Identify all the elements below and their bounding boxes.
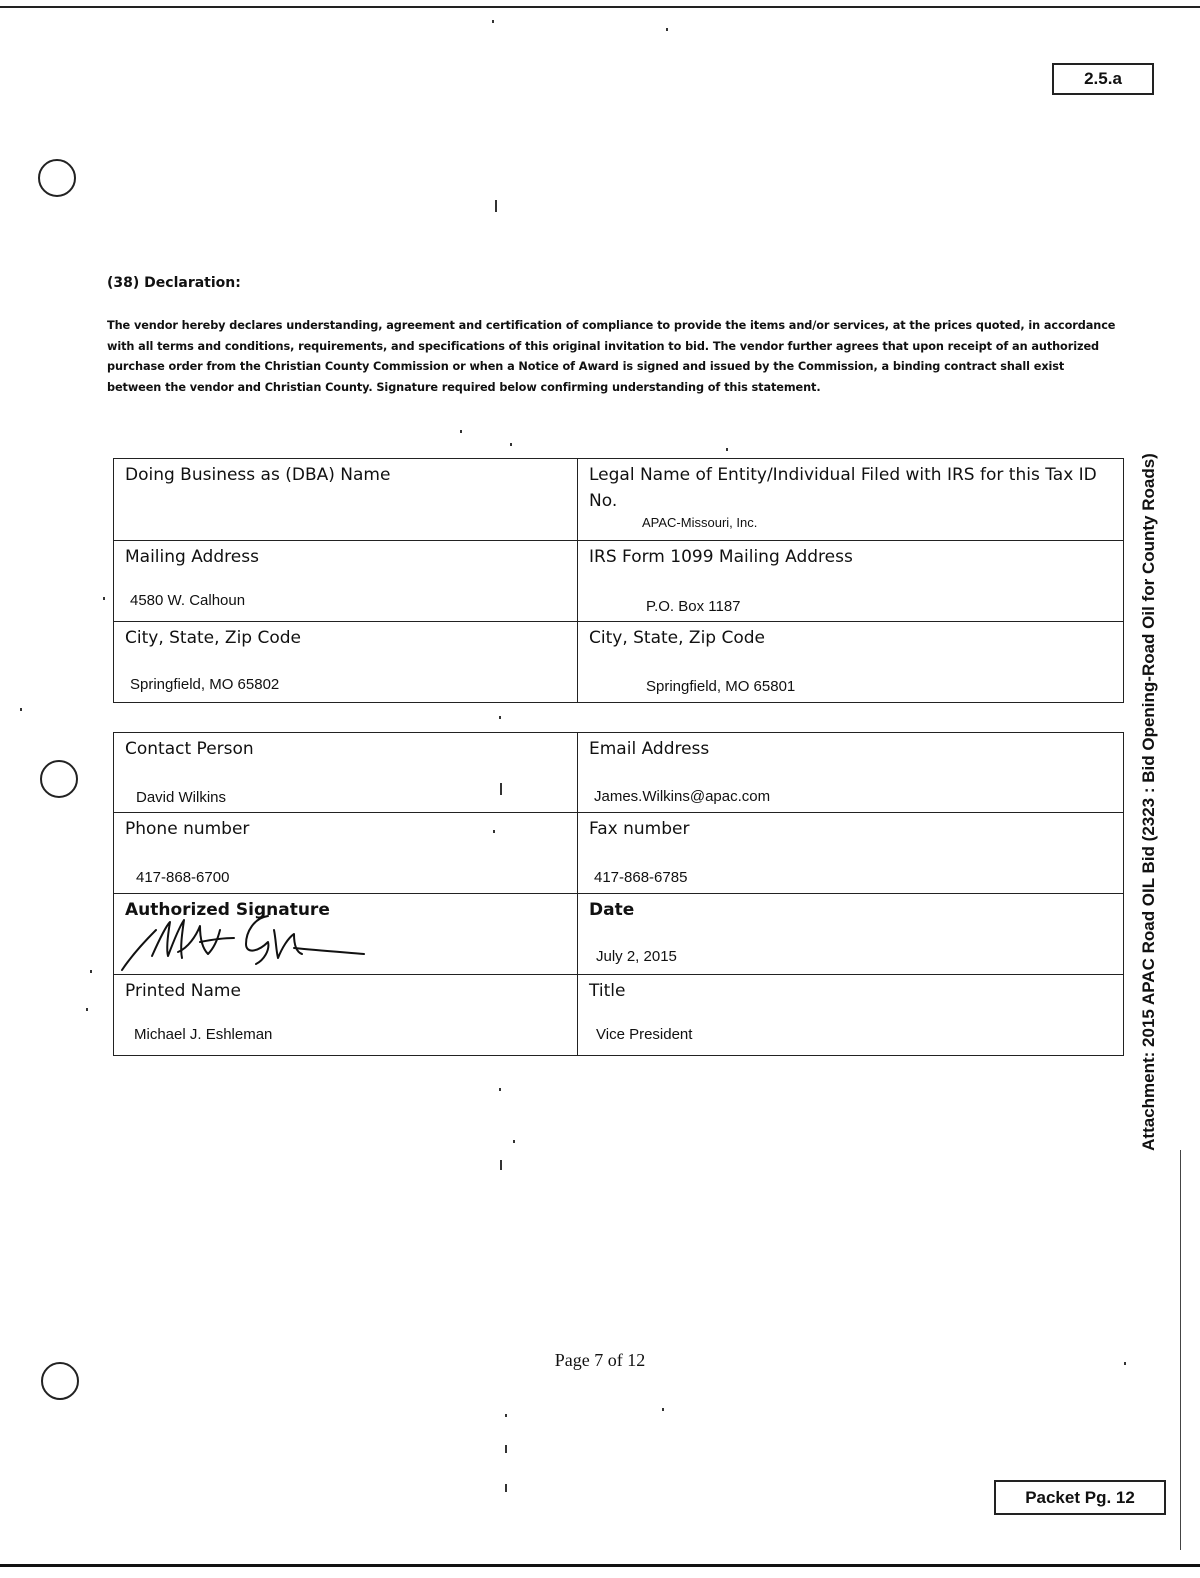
mailing-address-value: 4580 W. Calhoun xyxy=(130,592,246,609)
phone-value: 417-868-6700 xyxy=(136,869,230,886)
phone-label: Phone number xyxy=(125,819,250,839)
scan-speck xyxy=(460,430,462,433)
fax-value: 417-868-6785 xyxy=(594,869,688,886)
signature-cell xyxy=(114,894,578,975)
punch-hole-icon xyxy=(38,159,76,197)
contact-person-cell xyxy=(114,733,578,813)
phone-cell xyxy=(114,813,578,894)
reference-tag: 2.5.a xyxy=(1052,63,1154,95)
scan-speck xyxy=(499,716,501,719)
printed-name-value: Michael J. Eshleman xyxy=(134,1026,273,1043)
page-number: Page 7 of 12 xyxy=(554,1350,646,1370)
city-label-left: City, State, Zip Code xyxy=(125,628,302,648)
scan-speck xyxy=(20,708,22,711)
scan-speck xyxy=(505,1414,507,1417)
scan-speck xyxy=(86,1008,88,1011)
printed-name-cell xyxy=(114,975,578,1056)
irs-address-label: IRS Form 1099 Mailing Address xyxy=(589,547,853,567)
scan-speck xyxy=(500,783,502,795)
scan-speck xyxy=(510,443,512,446)
signature-label: Authorized Signature xyxy=(125,900,330,920)
city-cell-right xyxy=(578,622,1124,703)
scan-speck xyxy=(513,1140,515,1143)
scan-speck xyxy=(505,1484,507,1492)
scan-speck xyxy=(666,28,668,31)
contact-person-label: Contact Person xyxy=(125,739,254,759)
email-cell xyxy=(578,733,1124,813)
fax-label: Fax number xyxy=(589,819,690,839)
email-label: Email Address xyxy=(589,739,710,759)
city-label-right: City, State, Zip Code xyxy=(589,628,766,648)
email-value: James.Wilkins@apac.com xyxy=(594,788,771,805)
date-value: July 2, 2015 xyxy=(596,948,677,965)
scan-speck xyxy=(726,448,728,451)
dba-label: Doing Business as (DBA) Name xyxy=(125,465,391,485)
irs-address-value: P.O. Box 1187 xyxy=(646,598,741,615)
scan-speck xyxy=(505,1445,507,1453)
title-value: Vice President xyxy=(596,1026,693,1043)
printed-name-label: Printed Name xyxy=(125,981,241,1001)
legal-name-label: Legal Name of Entity/Individual Filed with IRS for this Tax ID No. xyxy=(589,465,1097,511)
date-label: Date xyxy=(589,900,635,920)
scan-speck xyxy=(492,20,494,23)
packet-page-tag: Packet Pg. 12 xyxy=(994,1480,1166,1515)
legal-name-cell xyxy=(578,459,1124,541)
dba-cell xyxy=(114,459,578,541)
declaration-paragraph: The vendor hereby declares understanding, agreement and certification of compliance to provide the items and/or services, at the prices quoted, in accordance with all terms and conditions, requirements, and specifications of this original invitation to bid. The vendor further agrees that upon receipt of an authorized purchase order from the Christian County Commission or when a Notice of Award is signed and issued by the Commission, a binding contract shall exist between the vendor and Christian County. Signature required below confirming understanding of this statement. xyxy=(107,319,1116,394)
fax-cell xyxy=(578,813,1124,894)
contact-person-value: David Wilkins xyxy=(136,789,227,806)
section-heading: (38) Declaration: xyxy=(107,275,241,291)
city-value-left: Springfield, MO 65802 xyxy=(130,676,280,693)
legal-name-value: APAC-Missouri, Inc. xyxy=(642,515,758,530)
title-cell xyxy=(578,975,1124,1056)
scan-speck xyxy=(90,970,92,973)
city-cell-left xyxy=(114,622,578,703)
top-rule xyxy=(0,6,1200,8)
scan-speck xyxy=(662,1408,664,1411)
contact-info-table xyxy=(113,732,1124,1056)
vendor-info-table xyxy=(113,458,1124,703)
city-value-right: Springfield, MO 65801 xyxy=(646,678,796,695)
mailing-address-label: Mailing Address xyxy=(125,547,259,567)
scan-speck xyxy=(499,1088,501,1091)
bottom-rule xyxy=(0,1564,1200,1567)
mailing-address-cell xyxy=(114,541,578,622)
irs-address-cell xyxy=(578,541,1124,622)
scan-speck xyxy=(493,830,495,833)
date-cell xyxy=(578,894,1124,975)
scan-speck xyxy=(495,200,497,212)
attachment-side-label: Attachment: 2015 APAC Road OIL Bid (2323 : Bid Opening-Road Oil for County Roads) xyxy=(1139,453,1158,1151)
handwritten-signature xyxy=(118,908,368,974)
scan-speck xyxy=(103,597,105,600)
title-label: Title xyxy=(589,981,626,1001)
scan-speck xyxy=(1124,1362,1126,1365)
scan-speck xyxy=(500,1160,502,1170)
punch-hole-icon xyxy=(40,760,78,798)
